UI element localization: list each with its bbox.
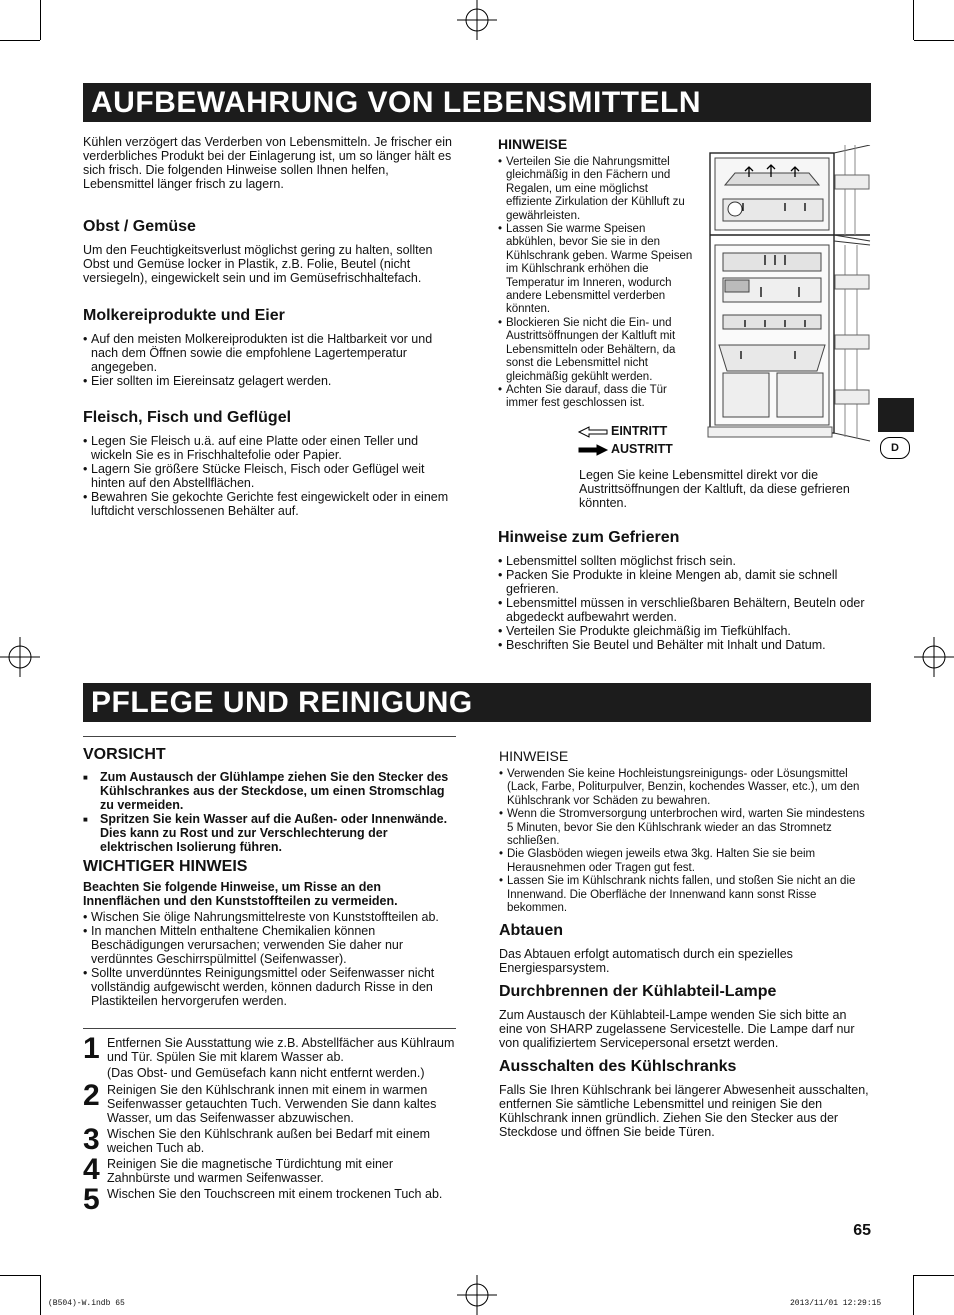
list-item: • Eier sollten im Eiereinsatz gelagert werden. xyxy=(83,374,458,388)
footer-file: (B504)-W.indb 65 xyxy=(48,1299,125,1308)
list-item: • Sollte unverdünntes Reinigungsmittel oder Seifenwasser nicht vollständig aufgewischt werden, können dadurch Risse in den Plastikteilen hervorgerufen werden. xyxy=(83,966,456,1008)
lampe-text: Zum Austausch der Kühlabteil-Lampe wenden Sie sich bitte an eine von SHARP zugelassene Servicestelle. Die Lampe darf nur von qualifiziertem Servicepersonal ersetzt werden. xyxy=(499,1008,855,1050)
fleisch-list xyxy=(83,434,458,518)
hinweise-list-2 xyxy=(499,768,871,915)
crop-mark xyxy=(0,40,40,41)
step-1 xyxy=(83,1032,455,1080)
list-item: ■ Spritzen Sie kein Wasser auf die Außen- oder Innenwände. Dies kann zu Rost und zur Verschlechterung der elektrischen Isolierung führen. xyxy=(83,812,456,854)
abtauen-text: Das Abtauen erfolgt automatisch durch ein spezielles Energiesparsystem. xyxy=(499,947,793,975)
heading-fleisch: Fleisch, Fisch und Geflügel xyxy=(83,409,292,426)
step-text: Reinigen Sie den Kühlschrank innen mit einem in warmen Seifenwasser getauchten Tuch. Verwenden Sie dann kaltes Wasser, um das Seifenwasser abzuwischen. xyxy=(107,1083,437,1125)
list-item: • Wischen Sie ölige Nahrungsmittelreste von Kunststoffteilen ab. xyxy=(83,910,456,924)
hinweise-list-1 xyxy=(498,156,693,411)
legend-austritt: AUSTRITT xyxy=(611,442,673,456)
step-note: (Das Obst- und Gemüsefach kann nicht entfernt werden.) xyxy=(107,1066,425,1080)
crop-mark xyxy=(913,0,914,40)
step-number: 4 xyxy=(83,1153,100,1186)
footer-timestamp: 2013/11/01 12:29:15 xyxy=(790,1299,882,1308)
step-2 xyxy=(83,1079,455,1125)
crop-mark xyxy=(40,0,41,40)
step-number: 1 xyxy=(83,1032,100,1065)
crop-mark xyxy=(914,1275,954,1276)
crop-mark xyxy=(913,1275,914,1315)
heading-lampe: Durchbrennen der Kühlabteil-Lampe xyxy=(499,983,777,1000)
intro-text: Kühlen verzögert das Verderben von Lebensmitteln. Je frischer ein verderbliches Produkt bei der Einlagerung ist, um so länger hält es sich frisch. Die folgenden Hinweise sollen Ihnen helfen, Lebensmittel länger frisch zu lagern. xyxy=(83,135,452,191)
list-item: ■ Zum Austausch der Glühlampe ziehen Sie den Stecker des Kühlschrankes aus der Steckdose, um einen Stromschlag zu vermeiden. xyxy=(83,770,456,812)
step-number: 3 xyxy=(83,1123,100,1156)
fridge-airflow-diagram xyxy=(705,145,871,443)
list-item: • Lassen Sie warme Speisen abkühlen, bevor Sie sie in den Kühlschrank geben. Warme Speisen im Kühlschrank erhöhen die Temperatur im Inneren, wodurch andere Lebensmittel verderben könnten. xyxy=(498,223,693,317)
list-item: • In manchen Mitteln enthaltene Chemikalien können Beschädigungen verursachen; verwenden Sie daher nur verdünntes Geschirrspülmittel (Seifenwasser). xyxy=(83,924,456,966)
ausschalten-text: Falls Sie Ihren Kühlschrank bei längerer Abwesenheit ausschalten, entfernen Sie sämtliche Lebensmittel und reinigen Sie den Kühlschrank innen gründlich. Ziehen Sie den Stecker aus der Steckdose und öffnen Sie beide Türen. xyxy=(499,1083,869,1139)
list-item: • Lebensmittel müssen in verschließbaren Behältern, Beuteln oder abgedeckt aufbewahrt werden. xyxy=(498,596,870,624)
inlet-arrow-icon xyxy=(577,426,609,438)
list-item: • Verteilen Sie Produkte gleichmäßig im Tiefkühlfach. xyxy=(498,624,870,638)
heading-abtauen: Abtauen xyxy=(499,922,563,939)
step-number: 2 xyxy=(83,1079,100,1112)
wichtig-intro: Beachten Sie folgende Hinweise, um Risse an den Innenflächen und den Kunststoffteilen zu vermeiden. xyxy=(83,880,398,908)
step-text: Reinigen Sie die magnetische Türdichtung mit einer Zahnbürste und warmen Seifenwasser. xyxy=(107,1157,394,1185)
list-item: • Beschriften Sie Beutel und Behälter mit Inhalt und Datum. xyxy=(498,638,870,652)
list-item: • Packen Sie Produkte in kleine Mengen ab, damit sie schnell gefrieren. xyxy=(498,568,870,596)
list-item: • Lassen Sie im Kühlschrank nichts fallen, und stoßen Sie nicht an die Innenwand. Die Oberfläche der Innenwand kann sonst Risse bekommen. xyxy=(499,875,871,915)
step-3 xyxy=(83,1123,455,1156)
section-title-storage: AUFBEWAHRUNG VON LEBENSMITTELN xyxy=(83,83,871,122)
list-item: • Auf den meisten Molkereiprodukten ist die Haltbarkeit vor und nach dem Öffnen sowie die empfohlene Lagertemperatur angegeben. xyxy=(83,332,458,374)
list-item: • Die Glasböden wiegen jeweils etwa 3kg. Halten Sie sie beim Herausnehmen oder Tragen gut fest. xyxy=(499,848,871,875)
crop-mark xyxy=(0,1275,40,1276)
legend-note: Legen Sie keine Lebensmittel direkt vor die Austrittsöffnungen der Kaltluft, da diese gefrieren könnten. xyxy=(579,468,850,510)
heading-ausschalten: Ausschalten des Kühlschranks xyxy=(499,1058,737,1075)
list-item: • Blockieren Sie nicht die Ein- und Austrittsöffnungen der Kaltluft mit Lebensmitteln oder Behältern, da sonst die Lebensmittel nicht gleichmäßig gekühlt werden. xyxy=(498,317,693,384)
step-text: Wischen Sie den Touchscreen mit einem trockenen Tuch ab. xyxy=(107,1187,443,1201)
gefrieren-list xyxy=(498,554,870,652)
heading-vorsicht: VORSICHT xyxy=(83,746,166,763)
list-item: • Achten Sie darauf, dass die Tür immer fest geschlossen ist. xyxy=(498,384,693,411)
outlet-arrow-icon xyxy=(577,444,609,456)
heading-obst: Obst / Gemüse xyxy=(83,218,196,235)
list-item: • Lagern Sie größere Stücke Fleisch, Fisch oder Geflügel weit hinten auf den Abstellflächen. xyxy=(83,462,458,490)
obst-text: Um den Feuchtigkeitsverlust möglichst gering zu halten, sollten Obst und Gemüse locker in Plastik, z.B. Folie, Beutel (nicht versiegeln), eingewickelt sein und im Gemüsefrischhaltefach. xyxy=(83,243,433,285)
list-item: • Bewahren Sie gekochte Gerichte fest eingewickelt oder in einem luftdicht verschlossenen Behälter auf. xyxy=(83,490,458,518)
heading-hinweise-2: HINWEISE xyxy=(499,748,569,764)
step-number: 5 xyxy=(83,1183,100,1216)
heading-gefrieren: Hinweise zum Gefrieren xyxy=(498,529,680,546)
step-4 xyxy=(83,1153,455,1186)
list-item: • Verwenden Sie keine Hochleistungsreinigungs- oder Lösungsmittel (Lack, Farbe, Politurpulver, Benzin, kochendes Wasser, etc.), um den Kühlschrank vor Schäden zu bewahren. xyxy=(499,768,871,808)
divider xyxy=(83,1028,456,1029)
section-title-care: PFLEGE UND REINIGUNG xyxy=(83,683,871,722)
list-item: • Lebensmittel sollten möglichst frisch sein. xyxy=(498,554,870,568)
crop-mark xyxy=(40,1275,41,1315)
wichtig-list xyxy=(83,910,456,1008)
language-tab-badge: D xyxy=(880,437,910,459)
heading-molkerei: Molkereiprodukte und Eier xyxy=(83,307,285,324)
crop-mark xyxy=(914,40,954,41)
list-item: • Legen Sie Fleisch u.ä. auf eine Platte oder einen Teller und wickeln Sie es in Frischhaltefolie oder Papier. xyxy=(83,434,458,462)
registration-mark-icon xyxy=(910,635,954,679)
divider xyxy=(83,736,456,737)
list-item: • Verteilen Sie die Nahrungsmittel gleichmäßig in den Fächern und Regalen, um eine möglichst effiziente Zirkulation der Kühlluft zu gewährleisten. xyxy=(498,156,693,223)
registration-mark-icon xyxy=(455,1271,499,1315)
step-text: Entfernen Sie Ausstattung wie z.B. Abstellfächer aus Kühlraum und Tür. Spülen Sie mit klarem Wasser ab. xyxy=(107,1036,455,1064)
heading-hinweise-1: HINWEISE xyxy=(498,136,568,152)
vorsicht-list xyxy=(83,770,456,854)
molkerei-list xyxy=(83,332,458,388)
legend-eintritt: EINTRITT xyxy=(611,424,668,438)
list-item: • Wenn die Stromversorgung unterbrochen wird, warten Sie mindestens 5 Minuten, bevor Sie den Kühlschrank wieder an das Stromnetz schließen. xyxy=(499,808,871,848)
registration-mark-icon xyxy=(0,635,44,679)
registration-mark-icon xyxy=(455,0,499,44)
side-tab-block xyxy=(878,398,914,432)
step-text: Wischen Sie den Kühlschrank außen bei Bedarf mit einem weichen Tuch ab. xyxy=(107,1127,431,1155)
heading-wichtig: WICHTIGER HINWEIS xyxy=(83,858,248,875)
page-number: 65 xyxy=(853,1222,871,1239)
step-5 xyxy=(83,1183,455,1216)
